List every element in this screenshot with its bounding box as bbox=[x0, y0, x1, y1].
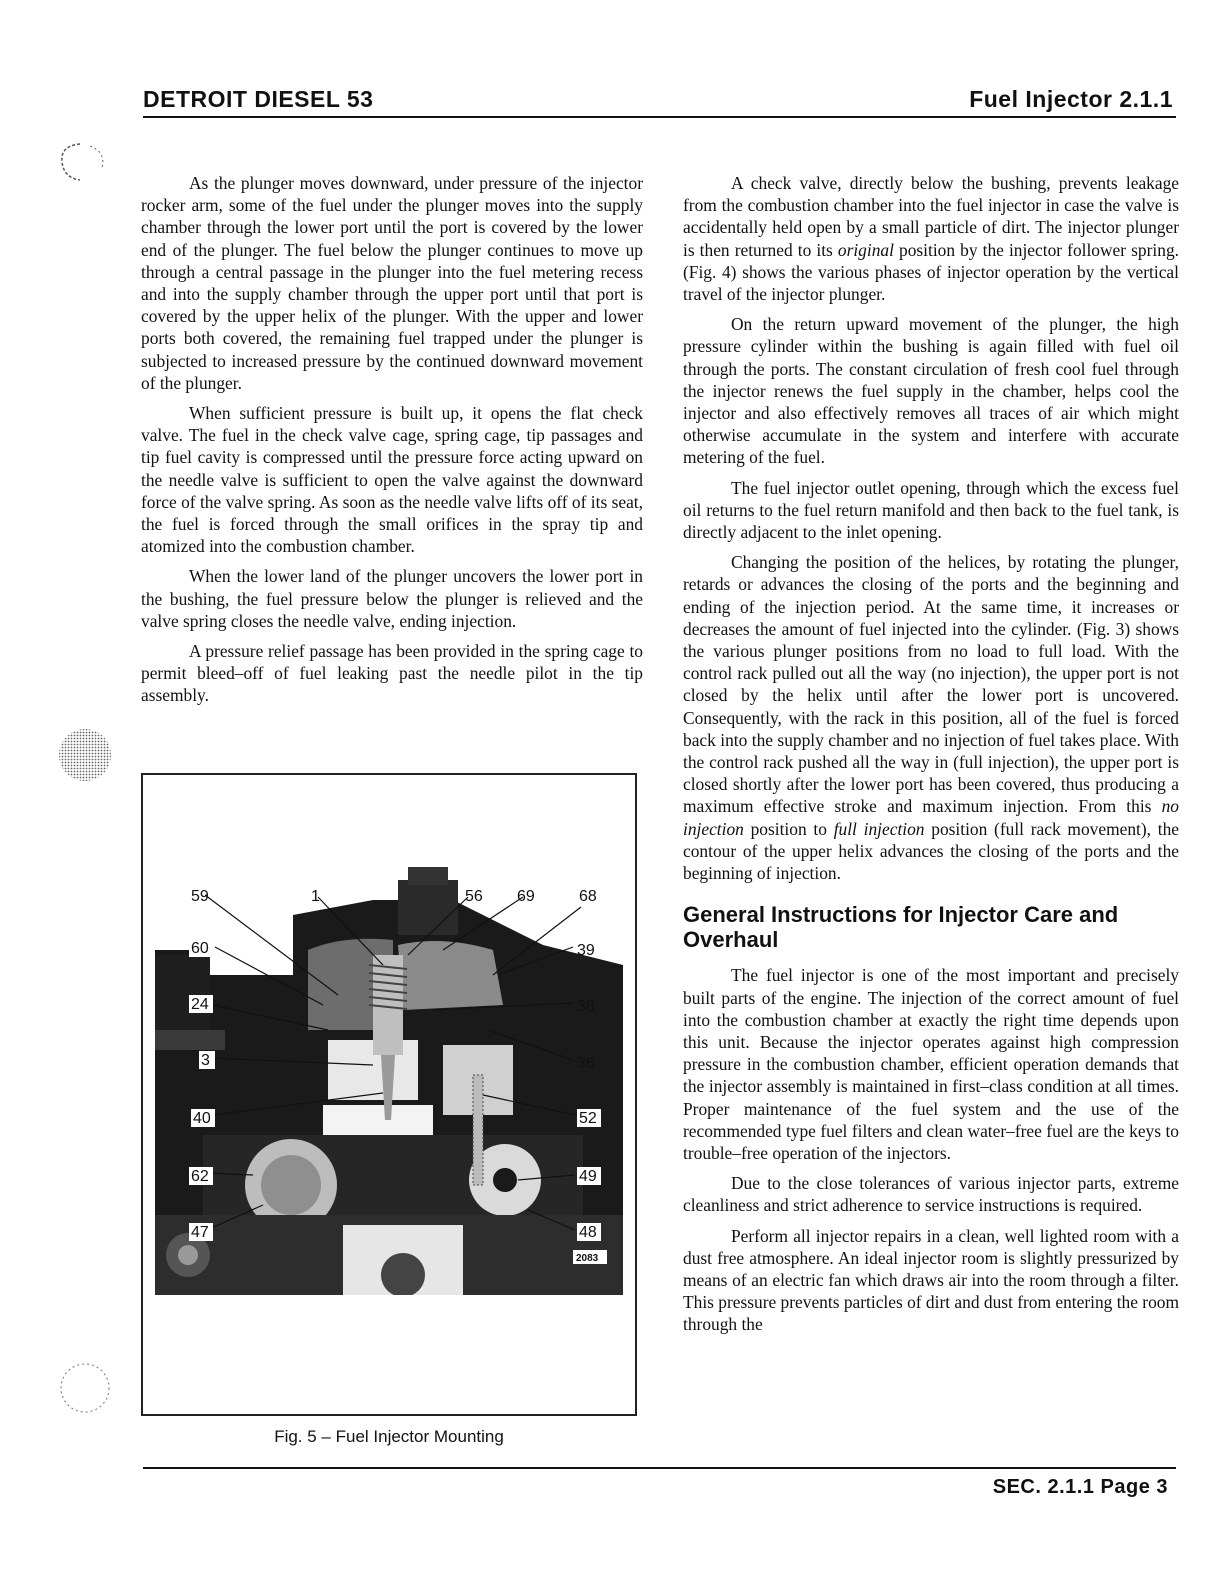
document-title: DETROIT DIESEL 53 bbox=[143, 86, 374, 112]
callout-49: 49 bbox=[579, 1168, 597, 1185]
paragraph: As the plunger moves downward, under pressure of the injector rocker arm, some of the fuel under the plunger moves into the supply chamber through the lower port until the port is covered by the lower end of the plunger. The fuel below the plunger continues to move up through a central passage in the plunger into the fuel metering recess and into the supply chamber through the upper port until that port is covered by the upper helix of the plunger. With the upper and lower ports both covered, the remaining fuel trapped under the plunger is subjected to increased pressure by the continued downward movement of the plunger. bbox=[141, 173, 643, 393]
paragraph: When the lower land of the plunger uncovers the lower port in the bushing, the fuel pressure below the plunger is relieved and the valve spring closes the needle valve, ending injection. bbox=[141, 566, 643, 631]
punch-hole-icon bbox=[50, 138, 120, 186]
paragraph: When sufficient pressure is built up, it opens the flat check valve. The fuel in the check valve cage, spring cage, tip passages and tip fuel cavity is compressed until the pressure force acting upward on the needle valve is sufficient to open the valve against the downward force of the valve spring. As soon as the needle valve lifts off of its seat, the fuel is forced through the small orifices in the spray tip and atomized into the combustion chamber. bbox=[141, 403, 643, 557]
figure-code: 2083 bbox=[576, 1253, 599, 1264]
engine-cross-section bbox=[155, 867, 623, 1410]
punch-hole-icon bbox=[55, 1358, 115, 1418]
paragraph: The fuel injector outlet opening, through which the excess fuel oil returns to the fuel return manifold and then back to the fuel tank, is directly adjacent to the inlet opening. bbox=[683, 477, 1179, 543]
section-heading: General Instructions for Injector Care and Overhaul bbox=[683, 902, 1119, 953]
paragraph: A pressure relief passage has been provided in the spring cage to permit bleed–off of fuel leaking past the needle pilot in the tip assembly. bbox=[141, 641, 643, 706]
callout-52: 52 bbox=[579, 1110, 597, 1127]
callout-36: 36 bbox=[577, 1055, 595, 1072]
callout-62: 62 bbox=[191, 1168, 209, 1185]
paragraph: Due to the close tolerances of various injector parts, extreme cleanliness and strict adherence to service instructions is required. bbox=[683, 1173, 1179, 1216]
callout-47: 47 bbox=[191, 1224, 209, 1241]
figure-caption: Fig. 5 – Fuel Injector Mounting bbox=[274, 1427, 504, 1446]
injector-diagram bbox=[143, 775, 635, 1414]
footer-rule bbox=[143, 1467, 1176, 1469]
callout-1: 1 bbox=[311, 888, 320, 905]
punch-hole-icon bbox=[55, 725, 115, 785]
right-column bbox=[683, 172, 1179, 1344]
callout-56: 56 bbox=[465, 888, 483, 905]
paragraph: On the return upward movement of the plunger, the high pressure cylinder within the bushing is again filled with fuel oil through the ports. The constant circulation of fresh cool fuel through the injector renews the fuel supply in the chamber, helps cool the injector and also effectively removes all traces of air which might otherwise accumulate in the system and interfere with accurate metering of the fuel. bbox=[683, 314, 1179, 468]
callout-38: 38 bbox=[577, 998, 595, 1015]
callout-3: 3 bbox=[201, 1052, 210, 1069]
callout-48: 48 bbox=[579, 1224, 597, 1241]
header-rule bbox=[143, 116, 1176, 118]
section-title: Fuel Injector 2.1.1 bbox=[969, 86, 1173, 112]
callout-39: 39 bbox=[577, 942, 595, 959]
paragraph: Changing the position of the helices, by rotating the plunger, retards or advances the closing of the ports and the beginning and ending of the injection period. At the same time, it increases or decreases the amount of fuel injected into the cylinder. (Fig. 3) shows the various plunger positions from no load to full load. With the control rack pulled out all the way (no injection), the upper port is not closed by the helix until after the lower port is uncovered. Consequently, with the rack in this position, all of the fuel is forced back into the supply chamber and no injection of fuel takes place. With the control rack pushed all the way in (full injection), the upper port is closed shortly after the lower port has been covered, thus producing a maximum effective stroke and maximum injection. From this no injection position to full injection position (full rack movement), the contour of the upper helix advances the closing of the ports and the beginning of injection. bbox=[683, 552, 1179, 884]
callout-59: 59 bbox=[191, 888, 209, 905]
callout-69: 69 bbox=[517, 888, 535, 905]
paragraph: A check valve, directly below the bushing, prevents leakage from the combustion chamber into the fuel injector in case the valve is accidentally held open by a small particle of dirt. The injector plunger is then returned to its original position by the injector follower spring. (Fig. 4) shows the various phases of injector operation by the vertical travel of the injector plunger. bbox=[683, 173, 1179, 305]
callout-68: 68 bbox=[579, 888, 597, 905]
page-number: SEC. 2.1.1 Page 3 bbox=[992, 1476, 1168, 1498]
left-column bbox=[141, 172, 643, 715]
callout-24: 24 bbox=[191, 996, 209, 1013]
callout-40: 40 bbox=[193, 1110, 211, 1127]
paragraph: Perform all injector repairs in a clean, well lighted room with a dust free atmosphere. An ideal injector room is slightly pressurized by means of an electric fan which draws air into the room through a filter. This pressure prevents particles of dirt and dust from entering the room through the bbox=[683, 1225, 1179, 1335]
figure-fuel-injector-mounting bbox=[141, 773, 637, 1416]
callout-60: 60 bbox=[191, 940, 209, 957]
paragraph: The fuel injector is one of the most important and precisely built parts of the engine. The injection of the correct amount of fuel into the combustion chamber at exactly the right time depends upon this unit. Because the injector operates against high compression pressure in the combustion chamber, efficient operation demands that the injector assembly is maintained in first–class condition at all times. Proper maintenance of the fuel system and the use of the recommended type fuel filters and clean water–free fuel are the keys to trouble–free operation of the injectors. bbox=[683, 965, 1179, 1163]
